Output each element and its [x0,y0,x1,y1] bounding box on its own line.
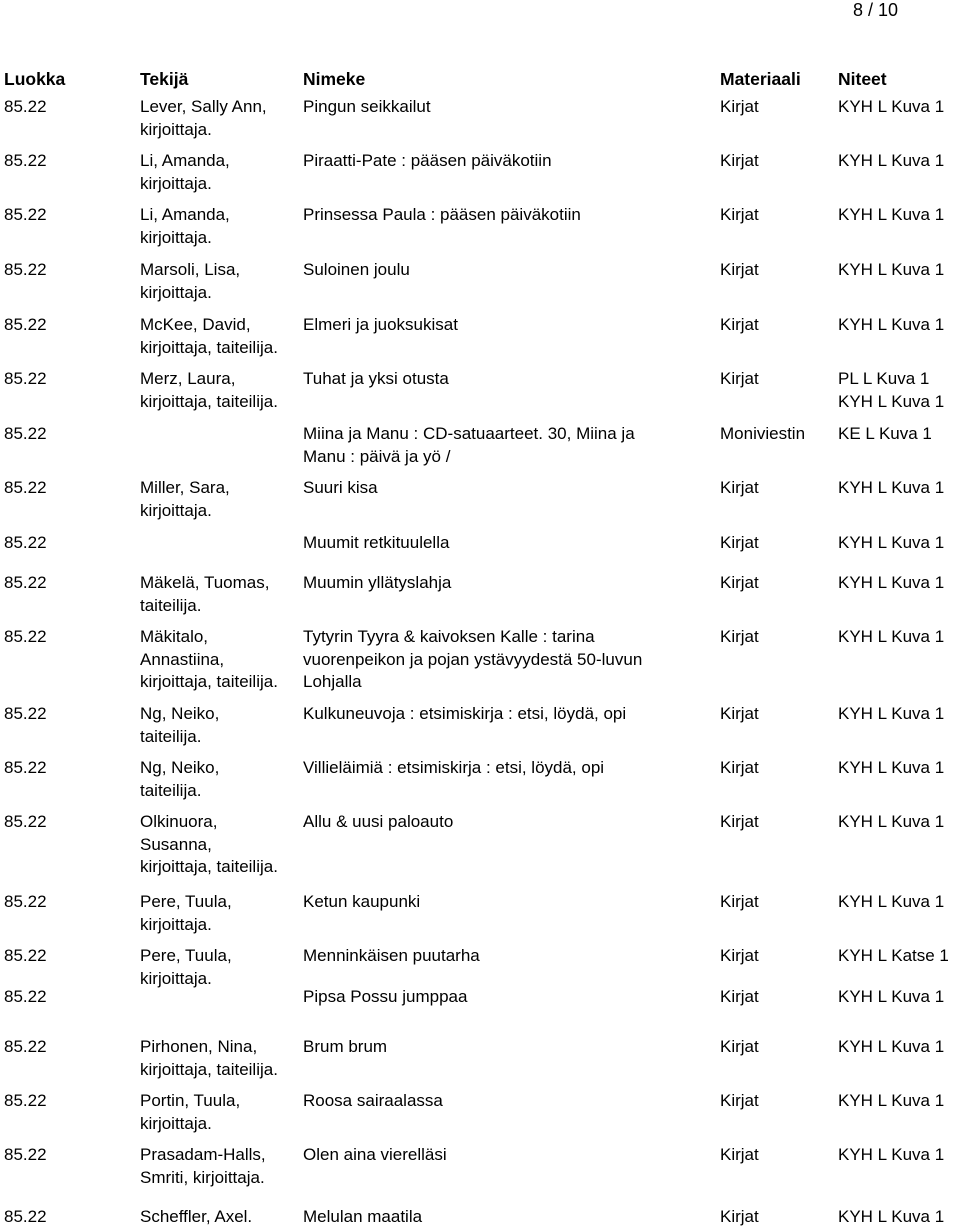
cell-material: Kirjat [720,987,759,1006]
cell-notes: KYH L Kuva 1 [838,1037,945,1056]
cell-material: Kirjat [720,812,759,831]
cell-notes: KYH L Kuva 1 [838,627,945,646]
cell-class: 85.22 [4,315,47,334]
cell-author: Mäkitalo, Annastiina, kirjoittaja, taiteilija. [140,627,278,691]
cell-notes: PL L Kuva 1 KYH L Kuva 1 [838,369,945,411]
cell-material: Moniviestin [720,424,806,443]
header-author: Tekijä [140,69,189,89]
cell-material: Kirjat [720,478,759,497]
cell-material: Kirjat [720,758,759,777]
cell-author: Li, Amanda, kirjoittaja. [140,151,230,193]
cell-author: Portin, Tuula, kirjoittaja. [140,1091,241,1133]
cell-material: Kirjat [720,315,759,334]
cell-class: 85.22 [4,987,47,1006]
cell-class: 85.22 [4,627,47,646]
cell-class: 85.22 [4,151,47,170]
cell-class: 85.22 [4,533,47,552]
cell-material: Kirjat [720,627,759,646]
cell-author: Prasadam-Halls, Smriti, kirjoittaja. [140,1145,266,1187]
cell-title: Miina ja Manu : CD-satuaarteet. 30, Miina ja Manu : päivä ja yö / [303,424,635,466]
cell-author: Scheffler, Axel. [140,1207,253,1226]
cell-notes: KYH L Kuva 1 [838,315,945,334]
cell-title: Prinsessa Paula : pääsen päiväkotiin [303,205,581,224]
cell-material: Kirjat [720,1037,759,1056]
cell-material: Kirjat [720,946,759,965]
cell-class: 85.22 [4,946,47,965]
cell-title: Muumit retkituulella [303,533,450,552]
cell-class: 85.22 [4,758,47,777]
cell-author: Ng, Neiko, taiteilija. [140,758,220,800]
cell-notes: KYH L Kuva 1 [838,812,945,831]
cell-author: Miller, Sara, kirjoittaja. [140,478,230,520]
cell-notes: KYH L Kuva 1 [838,758,945,777]
cell-notes: KYH L Kuva 1 [838,97,945,116]
cell-author: Li, Amanda, kirjoittaja. [140,205,230,247]
header-material: Materiaali [720,69,801,89]
cell-material: Kirjat [720,97,759,116]
cell-class: 85.22 [4,97,47,116]
cell-title: Olen aina vierelläsi [303,1145,447,1164]
cell-material: Kirjat [720,892,759,911]
page-number: 8 / 10 [852,0,898,20]
cell-notes: KYH L Katse 1 [838,946,949,965]
cell-author: Marsoli, Lisa, kirjoittaja. [140,260,241,302]
cell-material: Kirjat [720,1207,759,1226]
cell-author: Pirhonen, Nina, kirjoittaja, taiteilija. [140,1037,278,1079]
cell-class: 85.22 [4,369,47,388]
cell-notes: KYH L Kuva 1 [838,260,945,279]
cell-notes: KYH L Kuva 1 [838,704,945,723]
cell-author: Olkinuora, Susanna, kirjoittaja, taiteilija. [140,812,278,876]
cell-notes: KYH L Kuva 1 [838,151,945,170]
cell-class: 85.22 [4,205,47,224]
cell-notes: KYH L Kuva 1 [838,892,945,911]
cell-class: 85.22 [4,478,47,497]
cell-class: 85.22 [4,1145,47,1164]
header-notes: Niteet [838,69,887,89]
table-header [4,69,960,91]
cell-author: Pere, Tuula, kirjoittaja. [140,946,232,988]
cell-class: 85.22 [4,1091,47,1110]
cell-author: Merz, Laura, kirjoittaja, taiteilija. [140,369,278,411]
cell-title: Ketun kaupunki [303,892,421,911]
cell-material: Kirjat [720,533,759,552]
cell-author: Mäkelä, Tuomas, taiteilija. [140,573,270,615]
cell-notes: KYH L Kuva 1 [838,533,945,552]
cell-class: 85.22 [4,892,47,911]
cell-notes: KYH L Kuva 1 [838,987,945,1006]
cell-material: Kirjat [720,205,759,224]
cell-class: 85.22 [4,573,47,592]
cell-notes: KYH L Kuva 1 [838,478,945,497]
cell-material: Kirjat [720,369,759,388]
cell-author: Pere, Tuula, kirjoittaja. [140,892,232,934]
header-class: Luokka [4,69,66,89]
cell-class: 85.22 [4,424,47,443]
cell-title: Piraatti-Pate : pääsen päiväkotiin [303,151,552,170]
cell-title: Villieläimiä : etsimiskirja : etsi, löydä, opi [303,758,605,777]
cell-title: Elmeri ja juoksukisat [303,315,458,334]
cell-notes: KYH L Kuva 1 [838,1207,945,1226]
cell-material: Kirjat [720,151,759,170]
cell-class: 85.22 [4,812,47,831]
cell-title: Tuhat ja yksi otusta [303,369,449,388]
cell-author: Lever, Sally Ann, kirjoittaja. [140,97,267,139]
cell-title: Pipsa Possu jumppaa [303,987,468,1006]
cell-title: Tytyrin Tyyra & kaivoksen Kalle : tarina vuorenpeikon ja pojan ystävyydestä 50-luvun Lohjalla [303,627,643,691]
cell-title: Suloinen joulu [303,260,410,279]
cell-title: Melulan maatila [303,1207,423,1226]
cell-notes: KYH L Kuva 1 [838,205,945,224]
cell-title: Allu & uusi paloauto [303,812,454,831]
header-title: Nimeke [303,69,366,89]
cell-title: Muumin yllätyslahja [303,573,452,592]
cell-title: Suuri kisa [303,478,378,497]
cell-title: Roosa sairaalassa [303,1091,443,1110]
cell-title: Kulkuneuvoja : etsimiskirja : etsi, löydä, opi [303,704,627,723]
cell-class: 85.22 [4,1207,47,1226]
cell-notes: KYH L Kuva 1 [838,1145,945,1164]
cell-title: Pingun seikkailut [303,97,431,116]
cell-class: 85.22 [4,1037,47,1056]
cell-material: Kirjat [720,704,759,723]
cell-author: McKee, David, kirjoittaja, taiteilija. [140,315,278,357]
cell-material: Kirjat [720,1091,759,1110]
cell-material: Kirjat [720,573,759,592]
cell-class: 85.22 [4,704,47,723]
cell-material: Kirjat [720,260,759,279]
cell-title: Menninkäisen puutarha [303,946,480,965]
cell-notes: KYH L Kuva 1 [838,1091,945,1110]
cell-author: Ng, Neiko, taiteilija. [140,704,220,746]
cell-notes: KE L Kuva 1 [838,424,932,443]
cell-notes: KYH L Kuva 1 [838,573,945,592]
cell-class: 85.22 [4,260,47,279]
cell-title: Brum brum [303,1037,388,1056]
cell-material: Kirjat [720,1145,759,1164]
